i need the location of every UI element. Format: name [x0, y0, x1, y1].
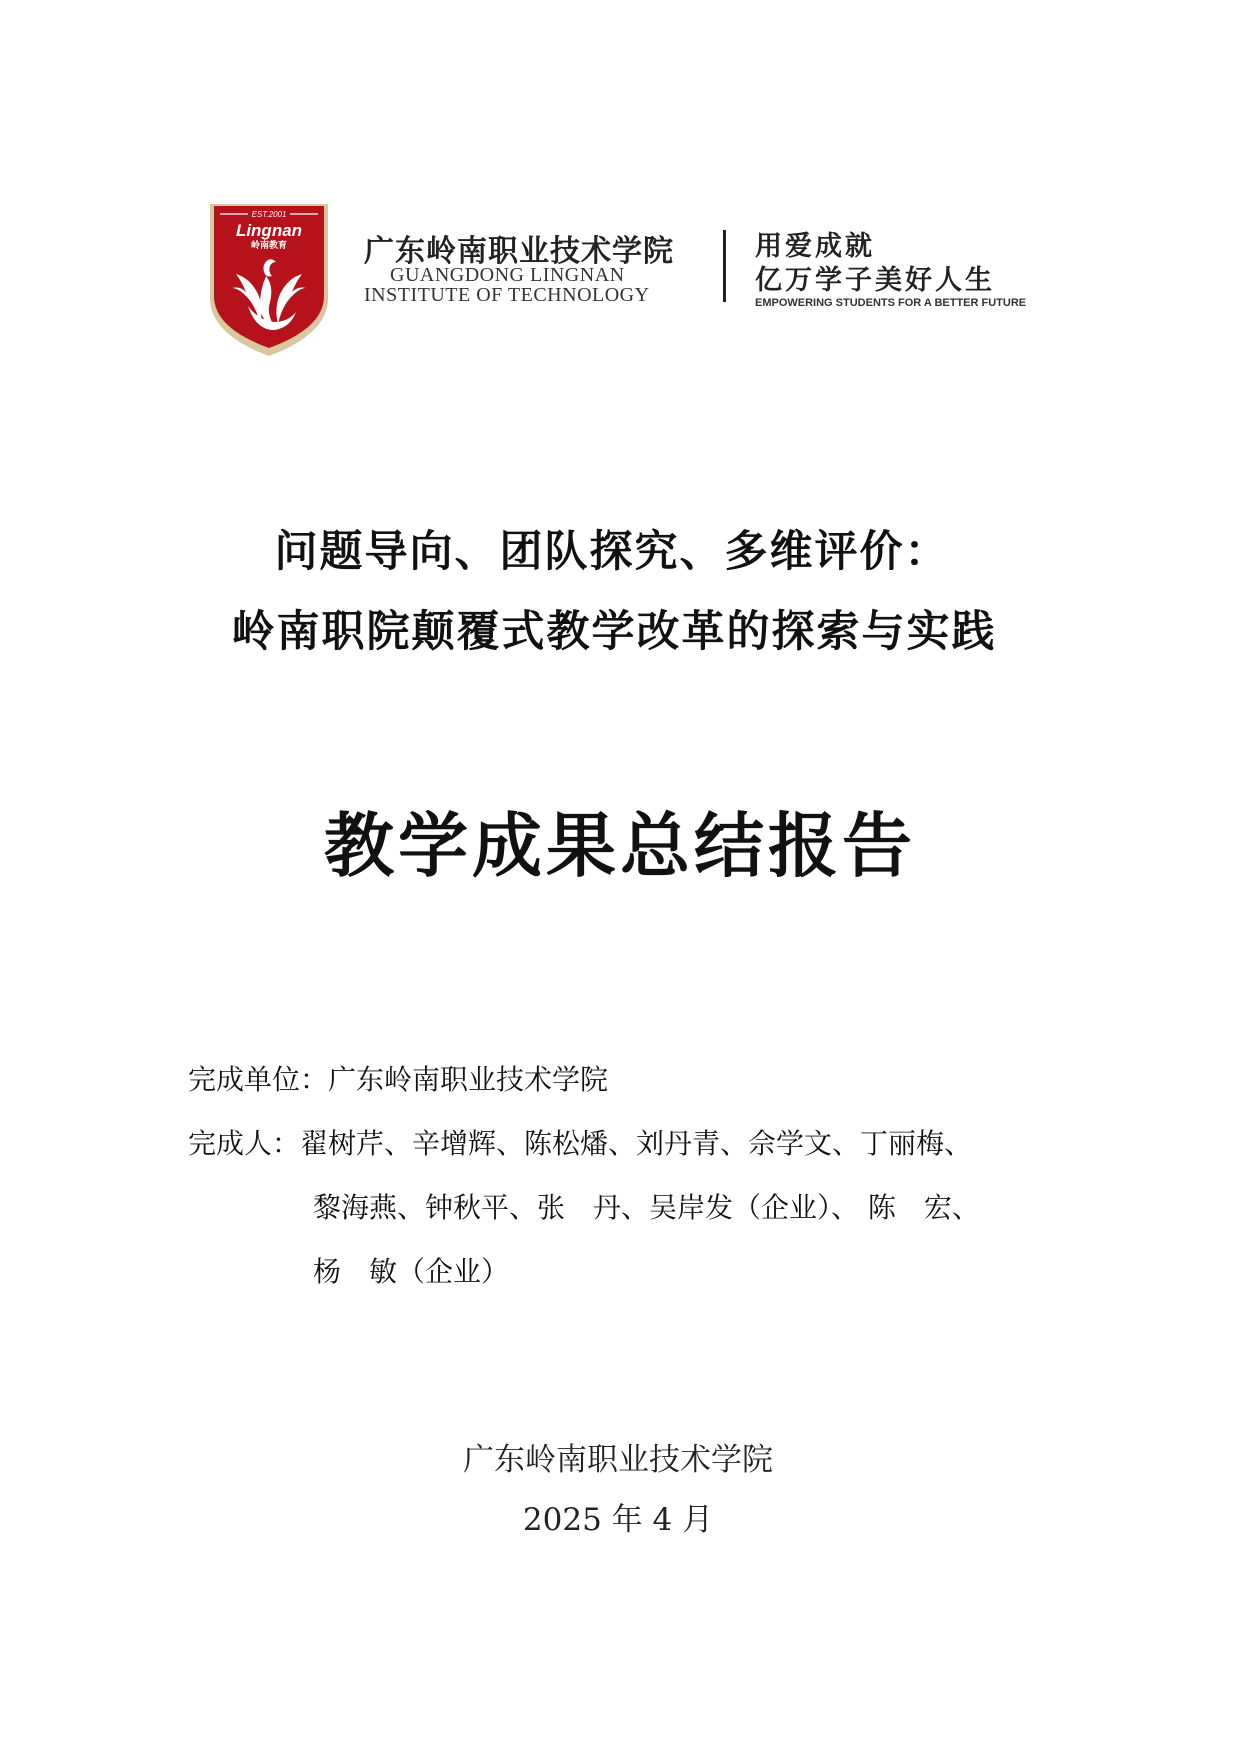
document-title-line2: 岭南职院颠覆式教学改革的探索与实践: [231, 607, 997, 657]
slogan-en: EMPOWERING STUDENTS FOR A BETTER FUTURE: [755, 297, 1027, 309]
logo-est-text: EST.2001: [251, 210, 287, 219]
footer-institution: 广东岭南职业技术学院: [463, 1442, 773, 1478]
institution-name-en-line1: GUANGDONG LINGNAN: [390, 264, 625, 286]
institution-name-en-line2: INSTITUTE OF TECHNOLOGY: [364, 284, 650, 306]
document-title-line1: 问题导向、团队探究、多维评价：: [274, 527, 950, 577]
lingnan-shield-logo: [208, 202, 330, 358]
logo-brand-cn: 岭南教育: [250, 241, 288, 251]
logo-brand-en: Lingnan: [235, 221, 303, 240]
institution-name-cn: 广东岭南职业技术学院: [364, 234, 674, 269]
slogan-line1: 用爱成就: [755, 231, 875, 262]
completion-people-label: 完成人：: [188, 1127, 301, 1160]
completion-unit-row: [188, 1058, 608, 1098]
completion-people-line2: 黎海燕、钟秋平、张 丹、吴岸发（企业）、 陈 宏、: [313, 1191, 980, 1224]
slogan-line2: 亿万学子美好人生: [755, 265, 995, 296]
completion-unit-label: 完成单位：: [188, 1063, 329, 1096]
footer-date: 2025 年 4 月: [522, 1502, 714, 1538]
completion-unit-value: 广东岭南职业技术学院: [328, 1063, 609, 1096]
report-title: 教学成果总结报告: [324, 805, 916, 887]
logo-divider: [723, 230, 726, 302]
completion-people-line3: 杨 敏（企业）: [313, 1255, 510, 1288]
header-logo-block: [208, 196, 1038, 364]
completion-people-line1: 翟树芹、辛增辉、陈松燔、刘丹青、佘学文、丁丽梅、: [300, 1127, 973, 1160]
completion-people-row: [188, 1122, 972, 1162]
